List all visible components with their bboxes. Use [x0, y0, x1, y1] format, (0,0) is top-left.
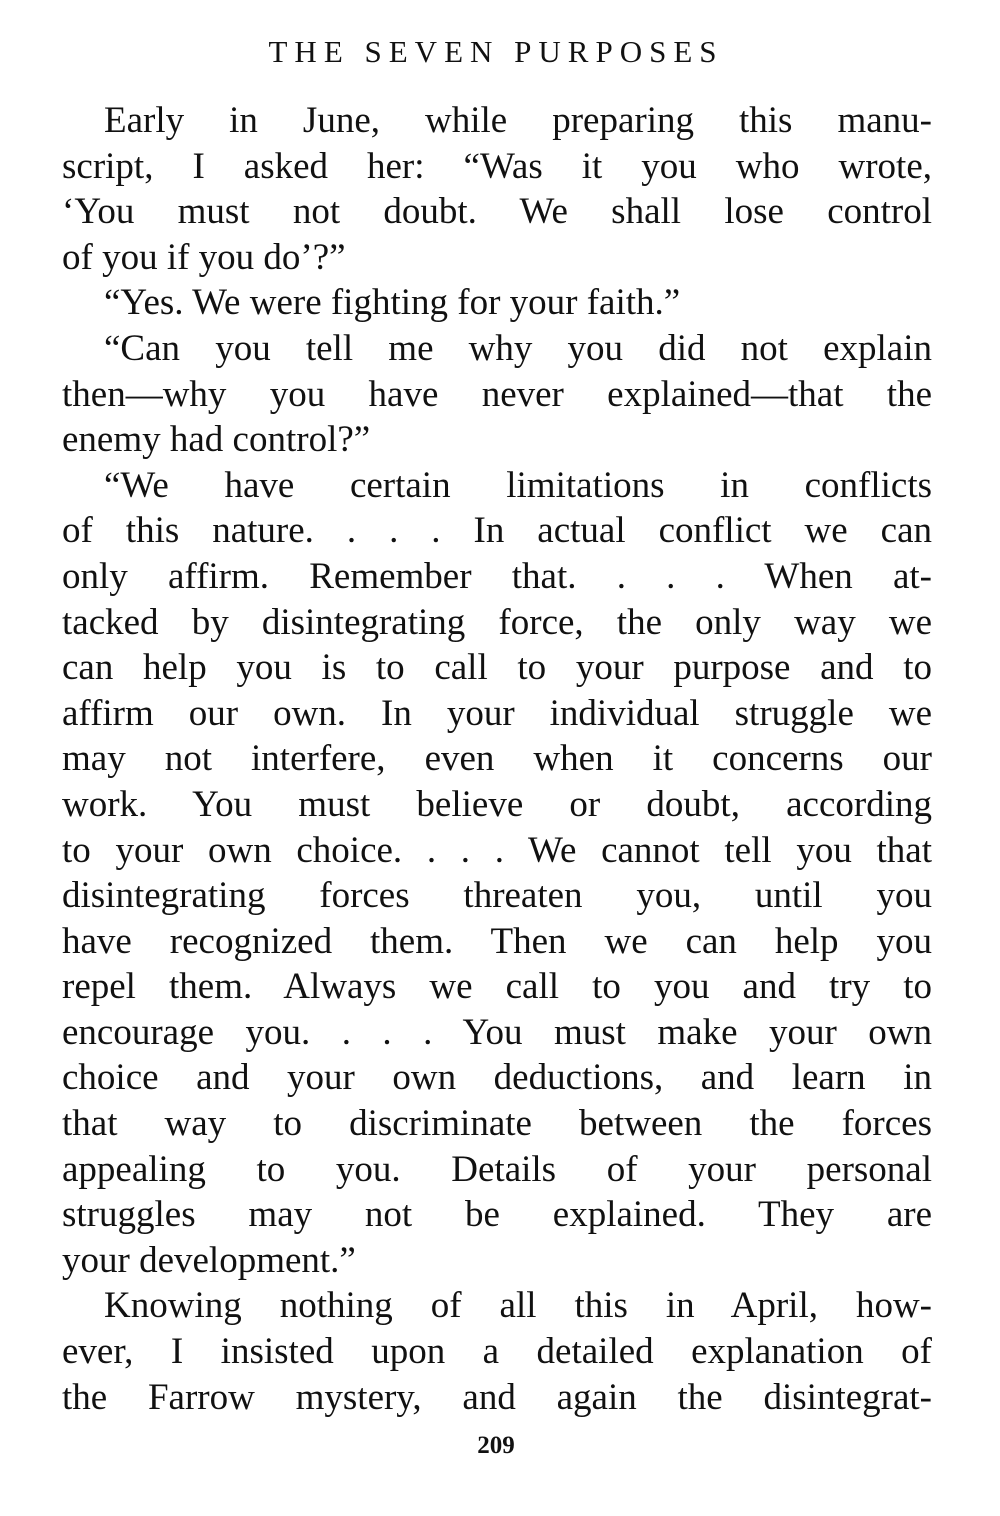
text-line-25: struggles may not be explained. They are — [62, 1194, 932, 1236]
text-line-6: “Can you tell me why you did not explain — [104, 327, 932, 369]
text-line-28: ever, I insisted upon a detailed explanation of — [62, 1331, 932, 1373]
text-line-14: affirm our own. In your individual struggle we — [62, 692, 932, 734]
text-line-15: may not interfere, even when it concerns our — [62, 738, 932, 780]
text-line-23: that way to discriminate between the forces — [62, 1103, 932, 1145]
text-line-20: repel them. Always we call to you and try to — [62, 966, 932, 1008]
text-line-26: your development.” — [62, 1239, 356, 1281]
text-line-12: tacked by disintegrating force, the only way we — [62, 601, 932, 643]
text-line-5: “Yes. We were fighting for your faith.” — [104, 282, 681, 324]
text-line-29: the Farrow mystery, and again the disintegrat- — [62, 1376, 932, 1418]
text-line-7: then—why you have never explained—that the — [62, 373, 932, 415]
body-text — [62, 98, 932, 1420]
text-line-3: ‘You must not doubt. We shall lose control — [62, 191, 932, 233]
text-line-21: encourage you. . . . You must make your own — [62, 1011, 932, 1053]
text-line-27: Knowing nothing of all this in April, how- — [104, 1285, 932, 1327]
text-line-24: appealing to you. Details of your personal — [62, 1148, 932, 1190]
text-line-19: have recognized them. Then we can help you — [62, 920, 932, 962]
text-line-16: work. You must believe or doubt, according — [62, 783, 932, 825]
text-line-1: Early in June, while preparing this manu- — [104, 100, 932, 141]
text-line-8: enemy had control?” — [62, 419, 371, 461]
text-line-13: can help you is to call to your purpose and to — [62, 647, 932, 689]
text-line-10: of this nature. . . . In actual conflict we can — [62, 510, 932, 552]
text-line-22: choice and your own deductions, and learn in — [62, 1057, 932, 1099]
running-head: THE SEVEN PURPOSES — [268, 34, 724, 69]
text-line-9: “We have certain limitations in conflicts — [104, 464, 932, 506]
text-line-18: disintegrating forces threaten you, until you — [62, 875, 932, 917]
page-number: 209 — [477, 1432, 515, 1459]
text-line-11: only affirm. Remember that. . . . When at- — [62, 555, 932, 597]
text-line-4: of you if you do’?” — [62, 236, 346, 278]
text-line-2: script, I asked her: “Was it you who wrote, — [62, 145, 932, 187]
text-line-17: to your own choice. . . . We cannot tell you that — [62, 829, 932, 871]
